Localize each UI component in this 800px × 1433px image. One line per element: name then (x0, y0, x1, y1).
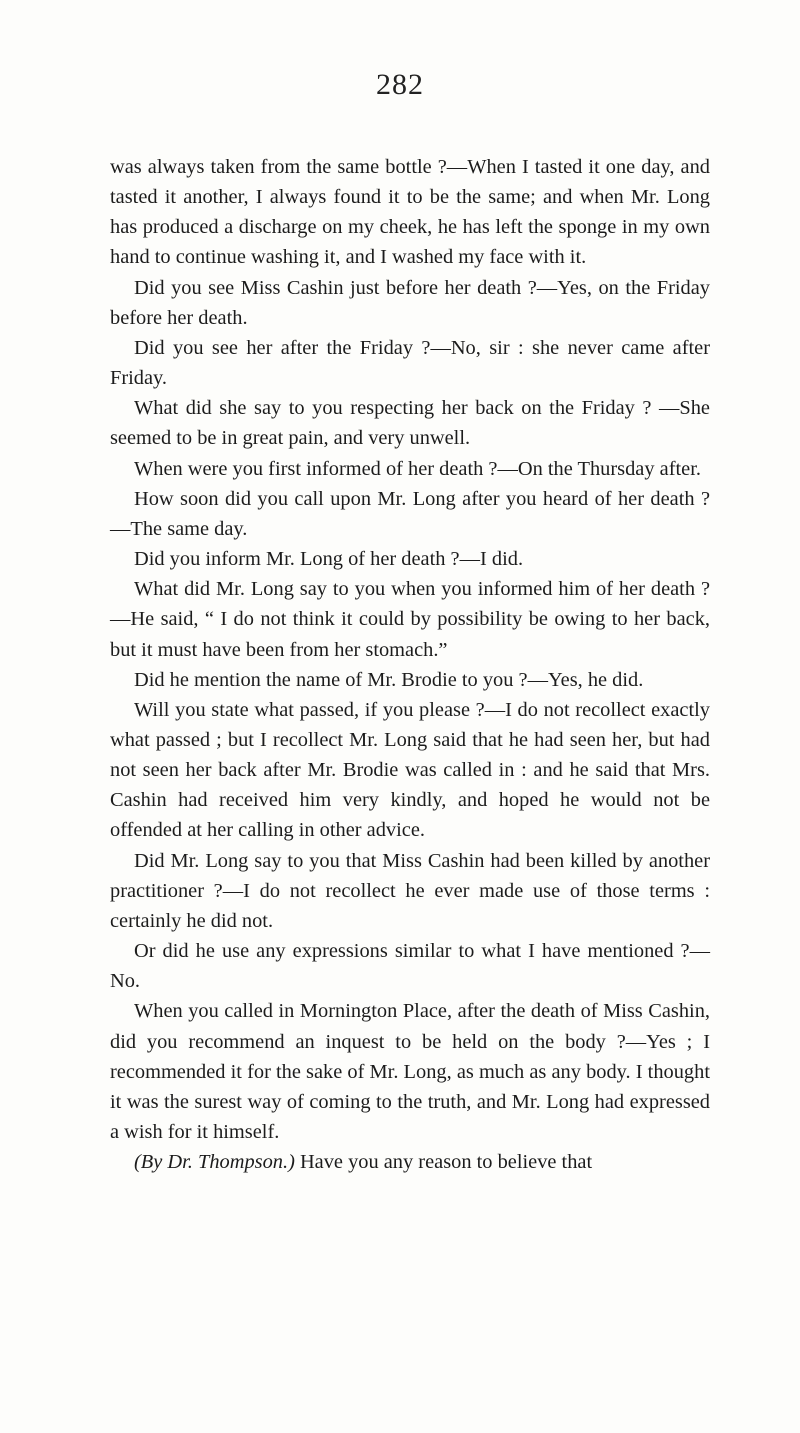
body-text (110, 152, 710, 1177)
paragraph: Did Mr. Long say to you that Miss Cashin had been killed by another practitioner ?—I do not recollect he ever made use of those terms : certainly he did not. (110, 849, 710, 932)
paragraph: When you called in Mornington Place, after the death of Miss Cashin, did you recommend an inquest to be held on the body ?—Yes ; I recommended it for the sake of Mr. Long, as much as any body. I thought it was the surest way of coming to the truth, and Mr. Long had expressed a wish for it himself. (110, 1000, 710, 1143)
paragraph: When were you first informed of her death ?—On the Thursday after. (134, 457, 701, 480)
paragraph: What did Mr. Long say to you when you informed him of her death ?—He said, “ I do not think it could by possibility be owing to her back, but it must have been from her stomach.” (110, 578, 710, 661)
paragraph: Did you inform Mr. Long of her death ?—I did. (134, 548, 524, 571)
paragraph: was always taken from the same bottle ?—When I tasted it one day, and tasted it another, I always found it to be the same; and when Mr. Long has produced a discharge on my cheek, he has left the sponge in my own hand to continue washing it, and I washed my face with it. (110, 156, 710, 269)
speaker-attribution: (By Dr. Thompson.) (134, 1151, 295, 1174)
paragraph: Did he mention the name of Mr. Brodie to you ?—Yes, he did. (134, 668, 644, 691)
paragraph: Or did he use any expressions similar to what I have mentioned ?—No. (110, 940, 710, 993)
paragraph: What did she say to you respecting her back on the Friday ? —She seemed to be in great pain, and very unwell. (110, 397, 710, 450)
paragraph: Did you see Miss Cashin just before her death ?—Yes, on the Friday before her death. (110, 276, 710, 329)
paragraph: Did you see her after the Friday ?—No, sir : she never came after Friday. (110, 336, 710, 390)
paragraph: How soon did you call upon Mr. Long after you heard of her death ?—The same day. (110, 487, 710, 540)
paragraph: Will you state what passed, if you please ?—I do not recollect exactly what passed ; but I recollect Mr. Long said that he had seen her, but had not seen her back after Mr. Brodie was called in : and he said that Mrs. Cashin had received him very kindly, and hoped he would not be offended at her calling in other advice. (110, 698, 710, 842)
paragraph-last (110, 1147, 710, 1177)
paragraph-text: Have you any reason to believe that (294, 1151, 593, 1174)
page-number: 282 (376, 68, 424, 101)
